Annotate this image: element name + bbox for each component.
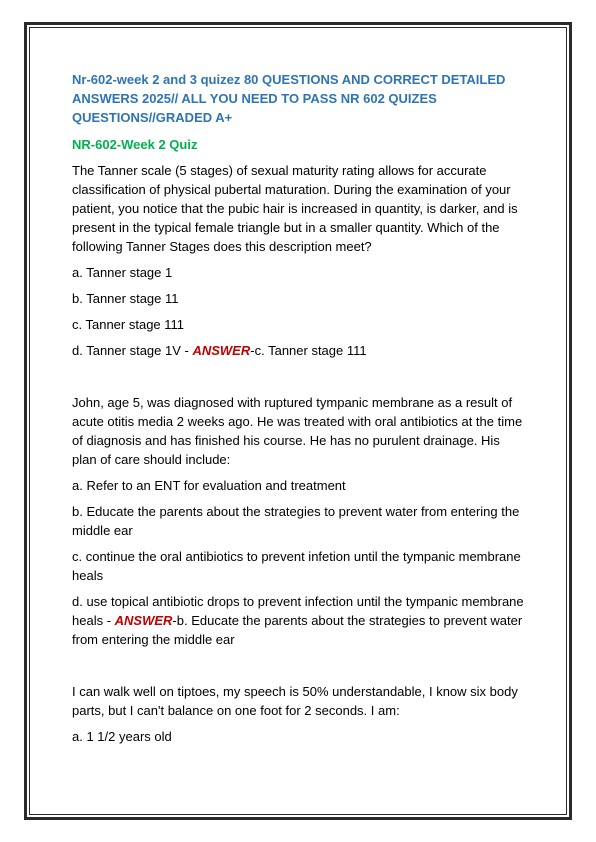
answer-separator: - (180, 343, 193, 358)
option-d: d. Tanner stage 1V (72, 343, 181, 358)
option-a: a. Refer to an ENT for evaluation and treatment (72, 478, 346, 493)
answer-label: ANSWER (192, 343, 251, 358)
spacer (72, 367, 524, 393)
option-c: c. Tanner stage 111 (72, 317, 185, 332)
document-body (72, 70, 524, 753)
answer-separator: - (103, 613, 115, 628)
option-b: b. Tanner stage 11 (72, 291, 179, 306)
question-3 (72, 682, 524, 746)
question-text: John, age 5, was diagnosed with ruptured tympanic membrane as a result of acute otitis media 2 weeks ago. He was treated with oral antibiotics at the time of diagnosis and has finished his course. He has no purulent drainage. His plan of care should include: (72, 395, 523, 467)
question-text: I can walk well on tiptoes, my speech is 50% understandable, I know six body parts, but I can't balance on one foot for 2 seconds. I am: (72, 684, 518, 718)
option-d-with-answer (72, 341, 524, 360)
answer-dash: - (172, 613, 177, 628)
option-d: d. use topical antibiotic drops to prevent infection until the tympanic membrane heals (72, 594, 524, 628)
option-d-with-answer (72, 592, 524, 649)
question-1 (72, 161, 524, 360)
option-c: c. continue the oral antibiotics to prevent infetion until the tympanic membrane heals (72, 549, 521, 583)
option-b: b. Educate the parents about the strategies to prevent water from entering the middle ear (72, 504, 520, 538)
answer-dash: - (250, 343, 255, 358)
answer-label: ANSWER (114, 613, 173, 628)
question-text: The Tanner scale (5 stages) of sexual maturity rating allows for accurate classification of physical pubertal maturation. During the examination of your patient, you notice that the pubic hair is increased in quantity, is darker, and is present in the typical female triangle but in a smaller quantity. Which of the following Tanner Stages does this description meet? (72, 163, 518, 254)
option-a: a. 1 1/2 years old (72, 729, 172, 744)
document-title: Nr-602-week 2 and 3 quizez 80 QUESTIONS AND CORRECT DETAILED ANSWERS 2025// ALL YOU NEED TO PASS NR 602 QUIZES QUESTIONS//GRADED A+ (72, 72, 506, 125)
answer-text: b. Educate the parents about the strategies to prevent water from entering the middle ear (72, 613, 523, 647)
option-a: a. Tanner stage 1 (72, 265, 173, 280)
quiz-heading: NR-602-Week 2 Quiz (72, 137, 198, 152)
answer-text: c. Tanner stage 111 (254, 343, 367, 358)
question-2 (72, 393, 524, 649)
spacer (72, 656, 524, 682)
